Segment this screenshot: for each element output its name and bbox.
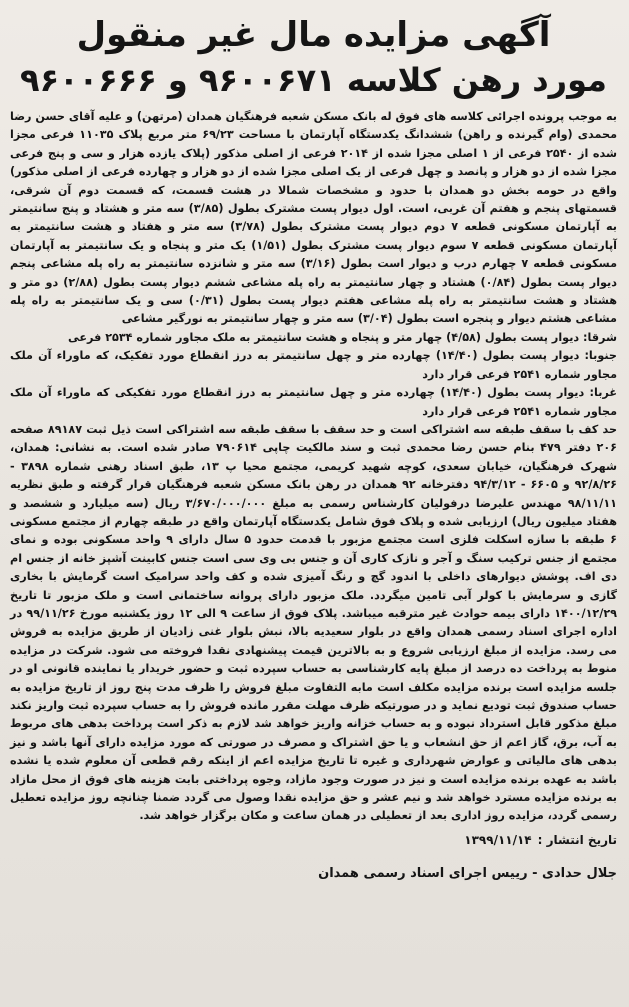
- notice-title: آگهی مزایده مال غیر منقول: [76, 15, 551, 55]
- paragraph-property-description: به موجب پرونده اجرائی کلاسه های فوق له بانک مسکن شعبه فرهنگیان همدان (مرتهن) و علیه آقای حسن رضا محمدی (وام گیرنده و راهن) ششدانگ یکدستگاه آپارتمان با مساحت ۶۹/۲۳ متر مربع پلاک ۱۱۰۳۵ فرعی مجزا شده از ۲۵۴۰ فرعی از ۱ اصلی مجزا شده از ۲۰۱۴ فرعی از اصلی مذکور (پلاک یازده هزار و سی و پنج فرعی مجزا شده از دو هزار و پانصد و چهل فرعی از یک اصلی مجزا شده از دو هزار و چهارده فرعی از اصلی مذکور) واقع در حومه بخش دو همدان با حدود و مشخصات شمالا در هشت قسمت، که قسمت دوم آن شرقی، قسمتهای پنجم و هفتم آن غربی، است. اول دیوار پست مشترک بطول (۳/۸۵) سه متر و هشتاد و پنج سانتیمتر به آپارتمان مسکونی قطعه ۷ دوم دیوار پست مشترک بطول (۳/۷۸) سه متر و هفتاد و هشت سانتیمتر به آپارتمان مسکونی قطعه ۷ سوم دیوار پست مشترک بطول (۱/۵۱) یک متر و پنجاه و یک سانتیمتر به آپارتمان مسکونی قطعه ۷ چهارم درب و دیوار است بطول (۳/۱۶) سه متر و شانزده سانتیمتر به راه پله مشاعی پنجم دیوار پست بطول (۰/۸۴) هشتاد و چهار سانتیمتر به راه پله مشاعی ششم دیوار پست بطول (۲/۸۸) دو متر و هشتاد و هشت سانتیمتر به راه پله مشاعی هفتم دیوار پست بطول (۰/۳۱) سی و یک سانتیمتر به راه پله مشاعی هشتم دیوار و پنجره است بطول (۳/۰۴) سه متر و چهار سانتیمتر به نورگیر مشاعی: [10, 110, 617, 326]
- notice-body: [10, 108, 617, 826]
- notice-footer: [10, 830, 617, 884]
- publish-date-line: [10, 830, 617, 850]
- publish-date-value: ۱۳۹۹/۱۱/۱۴: [464, 832, 532, 847]
- paragraph-auction-terms: حد کف با سقف طبقه سه اشتراکی است و حد سقف با سقف طبقه سه اشتراکی است ذیل ثبت ۸۹۱۸۷ صفحه ۲۰۶ دفتر ۴۷۹ بنام حسن رضا محمدی ثبت و سند مالکیت چاپی ۷۹۰۶۱۴ صادر شده است. به نشانی: همدان، شهرک فرهنگیان، خیابان سعدی، کوچه شهید کریمی، مجتمع محیا پ ۱۳، طبق اسناد رهنی شماره ۳۸۹۸ - ۹۲/۸/۲۶ و ۶۶۰۵ - ۹۴/۳/۱۲ دفترخانه ۹۲ همدان در رهن بانک مسکن شعبه فرهنگیان قرار گرفته و طبق نظریه ۹۸/۱۱/۱۱ مهندس علیرضا درفولیان کارشناس رسمی به مبلغ ۳/۶۷۰/۰۰۰/۰۰۰ ریال (سه میلیارد و ششصد و هفتاد میلیون ریال) ارزیابی شده و پلاک فوق شامل یکدستگاه آپارتمان واقع در طبقه چهارم از مجتمع مسکونی ۶ طبقه با سازه اسکلت فلزی است مجتمع مزبور با قدمت حدود ۵ سال دارای ۹ واحد مسکونی بوده و نمای مجتمع از جنس ترکیب سنگ و آجر و نازک کاری آن و جنس بی وی سی است جنس کابینت آشپز خانه از جنس ام دی اف. پوشش دیوارهای داخلی با اندود گچ و رنگ آمیزی شده و کف واحد سرامیک است گرمایش با بخاری گازی و سرمایش با کولر آبی تامین میگردد. ملک مزبور دارای پروانه ساختمانی است و ملک مزبور تا تاریخ ۱۴۰۰/۱۲/۲۹ دارای بیمه حوادث غیر مترقبه میباشد. پلاک فوق از ساعت ۹ الی ۱۲ روز یکشنبه مورخ ۹۹/۱۱/۲۶ در اداره اجرای اسناد رسمی همدان واقع در بلوار سعیدیه بالا، نبش بلوار غنی زادیان از طریق مزایده به فروش می رسد. مزایده از مبلغ ارزیابی شروع و به بالاترین قیمت پیشنهادی نقدا فروخته می شود. شرکت در مزایده منوط به پرداخت ده درصد از مبلغ پایه کارشناسی به حساب سپرده ثبت و حضور خریدار یا نماینده قانونی او در جلسه مزایده است برنده مزایده مکلف است مابه التفاوت مبلغ فروش را ظرف مدت پنج روز از تاریخ مزایده به حساب صندوق ثبت تودیع نماید و در صورتیکه ظرف مهلت مقرر مانده فروش را به حساب سپرده ثبت واریز نکند مبلغ مذکور قابل استرداد نبوده و به حساب خزانه واریز خواهد شد لازم به ذکر است پرداخت بدهی های مربوط به آب، برق، گاز اعم از حق انشعاب و یا حق اشتراک و مصرف در صورتی که مورد مزایده دارای آنها باشد و نیز بدهی های مالیاتی و عوارض شهرداری و غیره تا تاریخ مزایده اعم از اینکه رقم قطعی آن معلوم شده یا نشده باشد به عهده برنده مزایده است و نیز در صورت وجود مازاد، وجوه پرداختی بابت هزینه های فوق از محل مازاد به برنده مزایده مسترد خواهد شد و نیم عشر و حق مزایده نقدا وصول می گردد ضمنا چنانچه روز مزایده تعطیل رسمی گردد، مزایده روز اداری بعد از تعطیلی در همان ساعت و مکان برگزار خواهد شد.: [10, 422, 618, 823]
- signature-line: جلال حدادی - رییس اجرای اسناد رسمی همدان: [318, 865, 617, 881]
- publish-date-label: تاریخ انتشار :: [537, 832, 617, 847]
- paragraph-east-boundary: شرقا: دیوار پست بطول (۴/۵۸) چهار متر و پنجاه و هشت سانتیمتر به ملک مجاور شماره ۲۵۳۴ فرعی: [68, 330, 617, 344]
- paragraph-south-boundary: جنوبا: دیوار پست بطول (۱۴/۴۰) چهارده متر و چهل سانتیمتر به درز انقطاع مورد تفکیک، که ماوراء آن ملک مجاور شماره ۲۵۴۱ فرعی قرار دارد: [10, 349, 617, 381]
- paragraph-west-boundary: غربا: دیوار پست بطول (۱۴/۴۰) چهارده متر و چهل سانتیمتر به درز انقطاع مورد تفکیکی که ماوراء آن ملک مجاور شماره ۲۵۴۱ فرعی قرار دارد: [10, 386, 617, 418]
- notice-subtitle: مورد رهن کلاسه ۹۶۰۰۶۷۱ و ۹۶۰۰۶۶۶: [20, 61, 607, 99]
